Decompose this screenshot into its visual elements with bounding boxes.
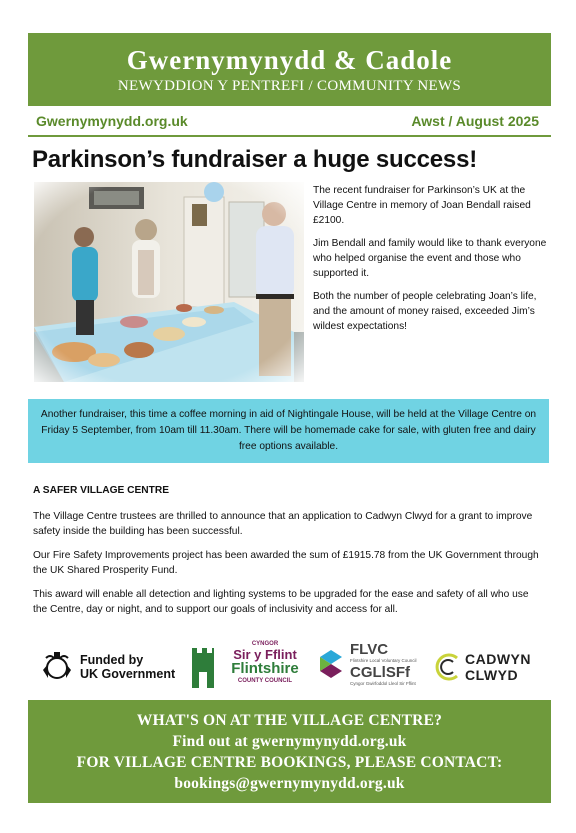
story-paragraph: Jim Bendall and family would like to thank everyone who helped organise the event and those who supported it.: [313, 238, 547, 279]
footer-whats-on: WHAT'S ON AT THE VILLAGE CENTRE?: [136, 712, 443, 729]
flvc-logo: [318, 640, 438, 695]
issue-date: Awst / August 2025: [411, 113, 539, 129]
castle-icon: [190, 644, 216, 690]
cgllsff-subtitle: Cyngor Gwirfoddol Lleol Sir Fflint: [350, 681, 416, 686]
flintshire-welsh-name: Sir y Fflint: [233, 647, 297, 662]
safer-village-centre-section: [33, 483, 545, 626]
cadwyn-clwyd-logo: [435, 640, 550, 695]
section-paragraph: Our Fire Safety Improvements project has been awarded the sum of £1915.78 from the UK Government through the UK Shared Prosperity Fund.: [33, 549, 539, 576]
cadwyn-ring-icon: [435, 652, 465, 682]
flvc-shape-icon: [318, 648, 344, 684]
footer-website[interactable]: Find out at gwernymynydd.org.uk: [172, 733, 407, 750]
section-paragraph: This award will enable all detection and lighting systems to be upgraded for the ease and safety of all who use the Centre, day or night, and to support our goals of inclusivity and access for all.: [33, 588, 529, 615]
callout-text: Another fundraiser, this time a coffee morning in aid of Nightingale House, will be held at the Village Centre on Friday 5 September, from 10am till 11.30am. There will be homemade cake for sale, with gluten free and dairy free options available.: [40, 409, 537, 452]
masthead: [28, 33, 551, 106]
story-text: [313, 183, 548, 342]
footer-bookings-heading: FOR VILLAGE CENTRE BOOKINGS, PLEASE CONTACT:: [76, 754, 503, 771]
flintshire-english-name: Flintshire: [231, 660, 299, 677]
flvc-title: FLVC: [350, 641, 389, 658]
footer-banner: [28, 700, 551, 803]
coffee-morning-callout: [28, 399, 549, 463]
story-paragraph: Both the number of people celebrating Joan’s life, and the amount of money raised, exceeded Jim’s wildest expectations!: [313, 291, 537, 332]
flvc-subtitle: Flintshire Local Voluntary Council: [350, 658, 417, 663]
fundraiser-photo-illustration: [34, 182, 304, 382]
website-link[interactable]: Gwernymynydd.org.uk: [36, 113, 188, 129]
section-paragraph: The Village Centre trustees are thrilled to announce that an application to Cadwyn Clwyd for a grant to improve safety inside the building has been successful.: [33, 510, 533, 537]
cadwyn-line1: CADWYN: [465, 651, 531, 667]
headline: Parkinson’s fundraiser a huge success!: [32, 146, 478, 173]
uk-government-logo: [40, 640, 180, 695]
masthead-title: Gwernymynydd & Cadole: [126, 45, 453, 75]
uk-gov-line1: Funded by: [80, 653, 144, 667]
section-heading: A SAFER VILLAGE CENTRE: [33, 485, 170, 496]
flintshire-logo: [190, 640, 308, 695]
royal-crest-icon: [40, 650, 74, 684]
issue-bar: [28, 111, 551, 137]
flintshire-county-council: COUNTY COUNCIL: [237, 678, 293, 684]
funder-logos: [30, 640, 550, 695]
cgllsff-title: CGLlSFf: [350, 664, 410, 681]
story-paragraph: The recent fundraiser for Parkinson’s UK at the Village Centre in memory of Joan Bendall raised £2100.: [313, 185, 531, 226]
uk-gov-line2: UK Government: [80, 667, 176, 681]
cadwyn-line2: CLWYD: [465, 667, 519, 683]
footer-email[interactable]: bookings@gwernymynydd.org.uk: [174, 775, 405, 792]
flintshire-cyngor: CYNGOR: [251, 641, 279, 647]
masthead-subtitle: NEWYDDION Y PENTREFI / COMMUNITY NEWS: [117, 78, 462, 94]
fundraiser-photo: [34, 182, 304, 382]
